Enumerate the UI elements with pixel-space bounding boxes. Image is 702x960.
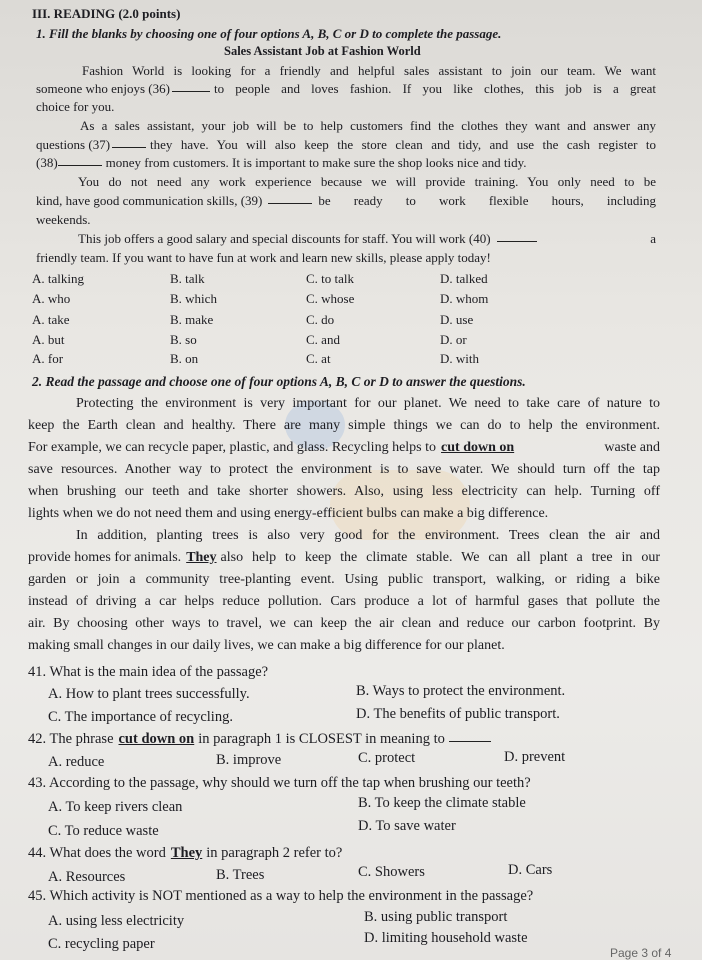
option-d[interactable]: D. use — [440, 312, 474, 327]
question-stem: 41. What is the main idea of the passage? — [28, 664, 269, 680]
option-c[interactable]: C. Showers — [358, 864, 425, 880]
passage2-line: Protecting the environment is very important for our planet. We need to take care of nature to — [76, 396, 660, 411]
option-a[interactable]: A. reduce — [48, 754, 105, 770]
option-a[interactable]: A. How to plant trees successfully. — [48, 686, 250, 702]
passage1-line: This job offers a good salary and special discounts for staff. You will work (40) a — [78, 231, 656, 246]
passage2-line: For example, we can recycle paper, plastic, and glass. Recycling helps to cut down on waste and — [28, 440, 660, 455]
question-stem: 42. The phrase cut down on in paragraph 1 is CLOSEST in meaning to — [28, 731, 491, 748]
option-c[interactable]: C. recycling paper — [48, 936, 155, 952]
passage2-line: instead of driving a car helps reduce pollution. Cars produce a lot of harmful gases that pollute the — [28, 594, 660, 609]
blank-39[interactable] — [268, 193, 312, 204]
option-c[interactable]: C. and — [306, 332, 340, 347]
phrase-cut-down-on: cut down on — [441, 440, 515, 455]
option-d[interactable]: D. Cars — [508, 862, 553, 878]
passage1-line: questions (37) they have. You will also keep the store clean and tidy, and use the cash register to — [36, 137, 656, 152]
passage2-line: keep the Earth clean and healthy. There are many simple things we can do to help the environment. — [28, 418, 660, 433]
passage1-line: As a sales assistant, your job will be to help customers find the clothes they want and answer any — [80, 118, 656, 133]
passage2-line: when brushing our teeth and take shorter showers. Also, using less electricity can help. Turning off — [28, 484, 660, 499]
option-a[interactable]: A. To keep rivers clean — [48, 799, 183, 815]
blank-36[interactable] — [172, 81, 210, 92]
option-a[interactable]: A. using less electricity — [48, 913, 185, 929]
option-c[interactable]: C. at — [306, 351, 331, 366]
option-c[interactable]: C. whose — [306, 291, 355, 306]
option-b[interactable]: B. Ways to protect the environment. — [356, 683, 566, 699]
passage1-line: Fashion World is looking for a friendly and helpful sales assistant to join our team. We want — [82, 63, 656, 78]
option-a[interactable]: A. Resources — [48, 869, 126, 885]
blank-38[interactable] — [58, 155, 102, 166]
blank-37[interactable] — [112, 137, 146, 148]
option-b[interactable]: B. make — [170, 312, 214, 327]
passage2-line: save resources. Another way to protect the environment is to save water. We should turn off the tap — [28, 462, 660, 477]
passage2-line: garden or join a community tree-planting event. Using public transport, walking, or riding a bike — [28, 572, 660, 587]
passage2-line: air. By choosing other ways to travel, we can keep the air clean and reduce our carbon footprint. By — [28, 616, 660, 631]
option-a[interactable]: A. take — [32, 312, 70, 327]
option-d[interactable]: D. whom — [440, 291, 489, 306]
option-a[interactable]: A. for — [32, 351, 64, 366]
option-d[interactable]: D. prevent — [504, 749, 566, 765]
passage1-line: kind, have good communication skills, (39) be ready to work flexible hours, including — [36, 193, 656, 208]
passage1-line: someone who enjoys (36) to people and loves fashion. If you like clothes, this job is a great — [36, 81, 656, 96]
option-c[interactable]: C. To reduce waste — [48, 823, 159, 839]
option-d[interactable]: D. limiting household waste — [364, 930, 528, 946]
option-b[interactable]: B. so — [170, 332, 197, 347]
question-stem: 45. Which activity is NOT mentioned as a way to help the environment in the passage? — [28, 888, 534, 904]
page-number: Page 3 of 4 — [610, 946, 672, 960]
part2-instruction: 2. Read the passage and choose one of four options A, B, C or D to answer the questions. — [32, 374, 526, 389]
option-c[interactable]: C. The importance of recycling. — [48, 709, 233, 725]
part1-instruction: 1. Fill the blanks by choosing one of four options A, B, C or D to complete the passage. — [36, 26, 502, 41]
passage1-line: You do not need any work experience because we will provide training. You only need to be — [78, 174, 656, 189]
passage2-line: In addition, planting trees is also very good for the environment. Trees clean the air and — [76, 528, 660, 543]
question-stem: 43. According to the passage, why should we turn off the tap when brushing our teeth? — [28, 775, 531, 791]
word-they: They — [186, 550, 217, 565]
option-d[interactable]: D. talked — [440, 271, 488, 286]
option-d[interactable]: D. with — [440, 351, 479, 366]
option-c[interactable]: C. to talk — [306, 271, 355, 286]
option-d[interactable]: D. or — [440, 332, 467, 347]
option-c[interactable]: C. protect — [358, 750, 416, 766]
option-b[interactable]: B. improve — [216, 752, 282, 768]
question-stem: 44. What does the word They in paragraph 2 refer to? — [28, 845, 343, 861]
option-d[interactable]: D. To save water — [358, 818, 456, 834]
part1-title: Sales Assistant Job at Fashion World — [224, 44, 421, 58]
option-a[interactable]: A. who — [32, 291, 71, 306]
option-b[interactable]: B. Trees — [216, 867, 265, 883]
option-b[interactable]: B. using public transport — [364, 909, 508, 925]
option-a[interactable]: A. talking — [32, 271, 84, 286]
passage1-line: weekends. — [36, 212, 91, 227]
section-heading: III. READING (2.0 points) — [32, 6, 181, 21]
blank-40[interactable] — [497, 231, 537, 242]
option-b[interactable]: B. on — [170, 351, 199, 366]
passage1-line: choice for you. — [36, 99, 115, 114]
passage2-line: making small changes in our daily lives, we can make a big difference for our planet. — [28, 638, 505, 653]
option-a[interactable]: A. but — [32, 332, 65, 347]
passage1-line: friendly team. If you want to have fun at work and learn new skills, please apply today! — [36, 250, 491, 265]
answer-blank[interactable] — [449, 731, 491, 742]
passage2-line: lights when we do not need them and using energy-efficient bulbs can make a big difference. — [28, 506, 549, 521]
option-c[interactable]: C. do — [306, 312, 335, 327]
option-d[interactable]: D. The benefits of public transport. — [356, 706, 560, 722]
option-b[interactable]: B. which — [170, 291, 217, 306]
option-b[interactable]: B. To keep the climate stable — [358, 795, 526, 811]
passage2-line: provide homes for animals. They also help to keep the climate stable. We can all plant a tree in our — [28, 550, 660, 565]
option-b[interactable]: B. talk — [170, 271, 205, 286]
passage1-line: (38) money from customers. It is important to make sure the shop looks nice and tidy. — [36, 155, 527, 170]
